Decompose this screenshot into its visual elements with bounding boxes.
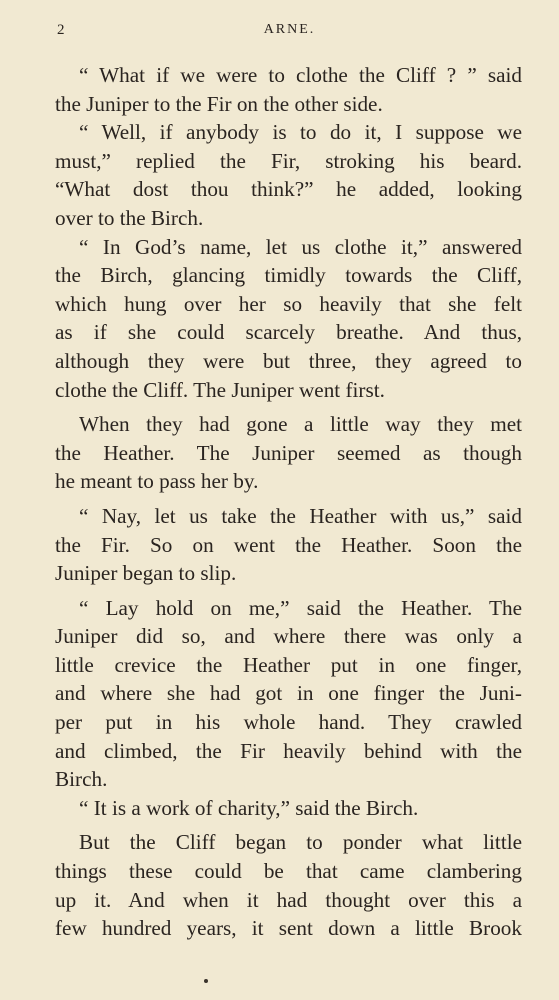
text-line: Juniper did so, and where there was only a	[55, 624, 522, 649]
text-line: little crevice the Heather put in one finger,	[55, 652, 522, 677]
text-line: clothe the Cliff. The Juniper went first.	[55, 377, 385, 402]
text-line: “ In God’s name, let us clothe it,” answered	[79, 234, 522, 259]
text-line: “ What if we were to clothe the Cliff ? ” said	[79, 63, 522, 87]
text-line: he meant to pass her by.	[55, 469, 259, 494]
text-line: up it. And when it had thought over this a	[55, 887, 522, 912]
text-line: few hundred years, it sent down a little Brook	[55, 916, 522, 941]
text-line: must,” replied the Fir, stroking his beard.	[55, 148, 522, 173]
text-line: When they had gone a little way they met	[79, 412, 522, 437]
page-number: 2	[57, 22, 65, 38]
page-mark-dot	[204, 979, 208, 983]
text-line: the Juniper to the Fir on the other side.	[55, 91, 383, 116]
text-line: things these could be that came clambering	[55, 859, 522, 884]
page-header	[57, 22, 522, 42]
text-line: although they were but three, they agreed to	[55, 348, 522, 373]
text-line: over to the Birch.	[55, 205, 204, 230]
body-text	[55, 61, 522, 943]
text-line: the Fir. So on went the Heather. Soon the	[55, 532, 522, 557]
text-line: the Birch, glancing timidly towards the Cliff,	[55, 263, 522, 288]
text-line: which hung over her so heavily that she felt	[55, 291, 522, 316]
text-line: per put in his whole hand. They crawled	[55, 710, 522, 735]
text-line: and climbed, the Fir heavily behind with the	[55, 738, 522, 763]
text-line: “ Nay, let us take the Heather with us,” said	[79, 503, 522, 528]
text-line: “ It is a work of charity,” said the Birch.	[79, 795, 419, 820]
text-line: the Heather. The Juniper seemed as though	[55, 440, 522, 465]
text-line: “What dost thou think?” he added, looking	[55, 177, 522, 202]
running-title: ARNE.	[263, 22, 316, 37]
text-line: as if she could scarcely breathe. And thus,	[55, 320, 522, 345]
text-line: Juniper began to slip.	[55, 561, 237, 586]
text-line: But the Cliff began to ponder what little	[79, 830, 522, 855]
text-line: and where she had got in one finger the Juni-	[55, 681, 522, 706]
text-line: “ Lay hold on me,” said the Heather. The	[79, 595, 522, 620]
text-line: “ Well, if anybody is to do it, I suppose we	[79, 120, 522, 145]
text-line: Birch.	[55, 767, 108, 792]
